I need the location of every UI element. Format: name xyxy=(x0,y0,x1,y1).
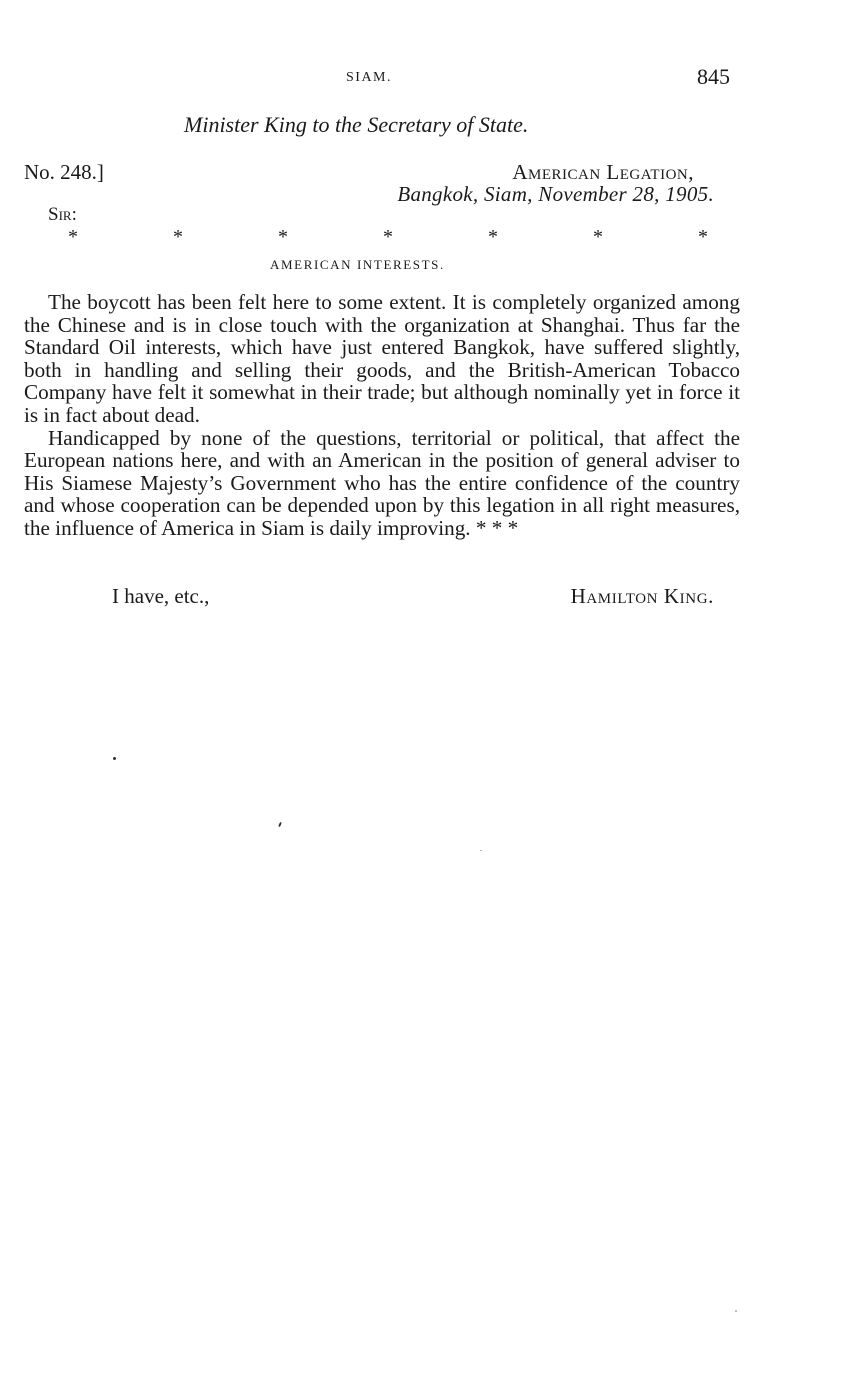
asterisk: * xyxy=(383,226,393,248)
signature: Hamilton King. xyxy=(570,584,714,608)
running-title: SIAM. xyxy=(346,70,393,85)
document-number: No. 248.] xyxy=(24,160,104,184)
paragraph: The boycott has been felt here to some extent. It is completely organized among the Chinese and is in close touch with the organization at Shanghai. Thus far the Standard Oil interests, which have just entered Bangkok, have suffered slightly, both in handling and selling their goods, and the British-American Tobacco Company have felt it somewhat in their trade; but although nominally yet in force it is in fact about dead. xyxy=(24,290,740,427)
asterisk: * xyxy=(173,226,183,248)
asterisk: * xyxy=(698,226,708,248)
dateline xyxy=(24,160,724,210)
place-date: Bangkok, Siam, November 28, 1905. xyxy=(397,182,714,206)
document-title: Minister King to the Secretary of State. xyxy=(184,112,529,137)
salutation: Sir: xyxy=(48,204,77,225)
section-heading: AMERICAN INTERESTS. xyxy=(270,257,445,272)
complimentary-close: I have, etc., xyxy=(112,584,210,608)
scan-speck xyxy=(113,757,116,760)
asterisk: * xyxy=(593,226,603,248)
body-text xyxy=(24,291,740,540)
asterisk: * xyxy=(278,226,288,248)
scan-speck xyxy=(278,822,282,827)
asterisk-ellipsis-row xyxy=(68,226,708,249)
scan-speck xyxy=(480,850,482,851)
scan-speck xyxy=(735,1310,737,1312)
paragraph: Handicapped by none of the questions, territorial or political, that affect the European nations here, and with an American in the position of general adviser to His Siamese Majesty’s Government who has the entire confidence of the country and whose cooperation can be depended upon by this legation in all right measures, the influence of America in Siam is daily improving. * * * xyxy=(24,425,740,540)
legation-name: American Legation, xyxy=(512,160,694,184)
asterisk: * xyxy=(68,226,78,248)
running-head xyxy=(0,66,861,92)
closing xyxy=(24,584,724,614)
page-number: 845 xyxy=(697,64,730,89)
asterisk: * xyxy=(488,226,498,248)
